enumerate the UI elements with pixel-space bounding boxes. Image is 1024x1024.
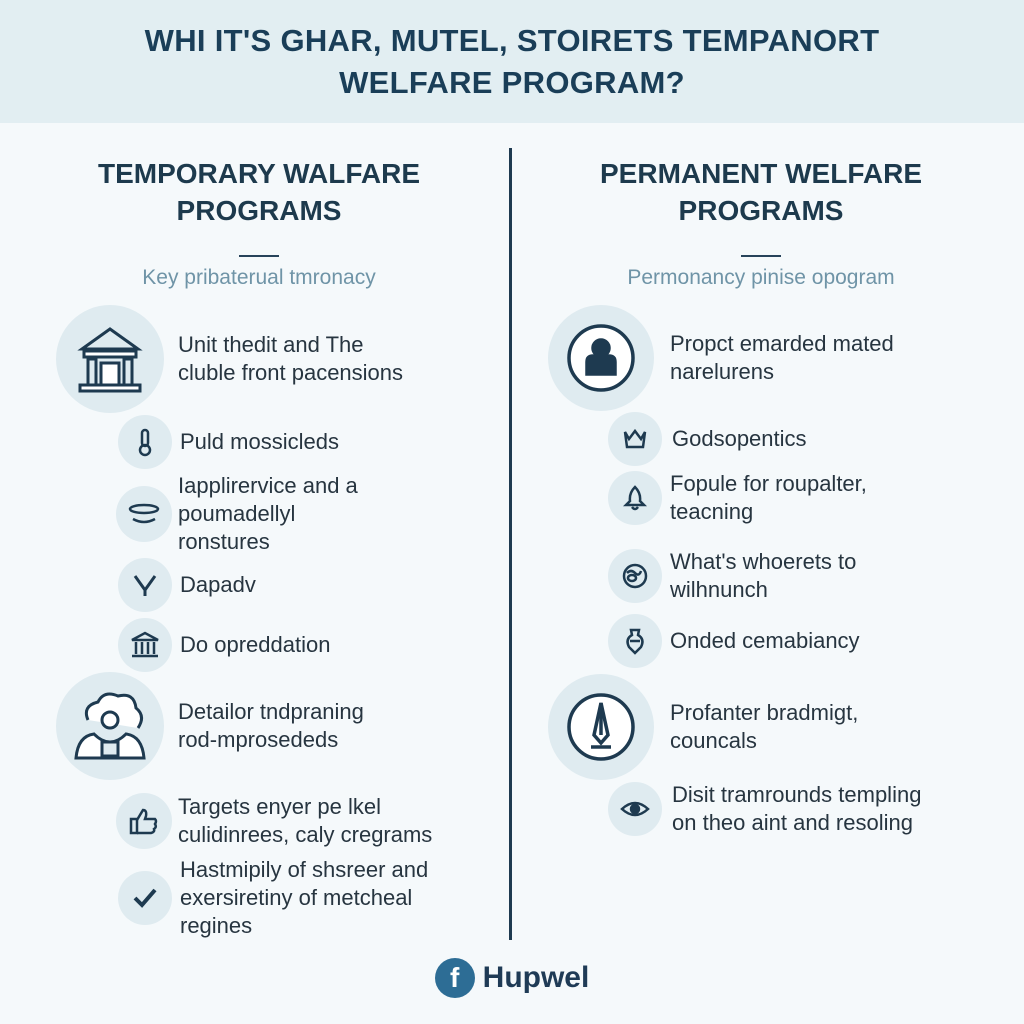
globe-icon (608, 549, 662, 603)
family-icon (56, 672, 164, 780)
permanent-item-6-line-1: Profanter bradmigt, (670, 700, 859, 725)
permanent-item-4 (608, 548, 856, 604)
title-rule (239, 255, 279, 257)
crown-icon (608, 412, 662, 466)
permanent-item-6 (548, 674, 858, 780)
page-title-line-2: WELFARE PROGRAM? (339, 64, 685, 100)
brand-name: Hupwel (482, 961, 590, 994)
permanent-item-3-line-1: Fopule for roupalter, (670, 471, 867, 496)
temporary-item-1-line-2: cluble front pacensions (178, 360, 404, 385)
temporary-item-6-line-2: rod-mprosededs (178, 727, 339, 752)
temporary-item-8 (118, 856, 428, 940)
permanent-item-2-line-1: Godsopentics (672, 426, 807, 451)
temporary-item-3-line-2: poumadellyl (178, 501, 296, 526)
permanent-column-subtitle: Permonancy pinise opogram (627, 266, 895, 289)
eye-icon (608, 782, 662, 836)
checkmark-icon (118, 871, 172, 925)
permanent-item-2 (608, 412, 807, 466)
thumbs-up-icon (116, 793, 172, 849)
temporary-programs-column (24, 150, 494, 290)
permanent-item-1 (548, 305, 894, 411)
permanent-item-1-line-2: narelurens (670, 359, 774, 384)
temporary-item-7 (116, 793, 432, 849)
permanent-item-7-line-2: on theo aint and resoling (672, 810, 913, 835)
column-divider (509, 148, 512, 940)
temporary-item-1 (56, 305, 403, 413)
permanent-title-line-1: PERMANENT WELFARE (600, 158, 922, 189)
page-header (0, 0, 1024, 123)
temporary-item-1-line-1: Unit thedit and The (178, 332, 364, 357)
temporary-item-8-line-2: exersiretiny of metcheal (180, 885, 413, 910)
temporary-item-5-line-1: Do opreddation (180, 632, 331, 657)
government-building-icon (56, 305, 164, 413)
permanent-title-line-2: PROGRAMS (678, 195, 844, 226)
temporary-item-7-line-2: culidinrees, caly cregrams (178, 822, 433, 847)
page-title-line-1: WHI IT'S GHAR, MUTEL, STOIRETS TEMPANORT (144, 22, 880, 58)
pen-nib-icon (548, 674, 654, 780)
temporary-item-8-line-3: regines (180, 913, 253, 938)
temporary-item-6-line-1: Detailor tndpraning (178, 699, 364, 724)
temporary-item-5 (118, 618, 330, 672)
title-rule (741, 255, 781, 257)
permanent-item-4-line-2: wilhnunch (670, 577, 768, 602)
permanent-item-1-line-1: Propct emarded mated (670, 331, 894, 356)
permanent-item-6-line-2: councals (670, 728, 757, 753)
footer-brand (0, 958, 1024, 998)
temporary-item-3-line-1: Iapplirervice and a (178, 473, 358, 498)
thermometer-icon (118, 415, 172, 469)
temporary-item-4-line-1: Dapadv (180, 572, 256, 597)
brand-logo-icon: f (435, 958, 475, 998)
permanent-programs-column (526, 150, 996, 290)
permanent-item-5 (608, 614, 860, 668)
temporary-item-4 (118, 558, 256, 612)
temporary-item-3-line-3: ronstures (178, 529, 270, 554)
person-badge-icon (548, 305, 654, 411)
chevron-v-icon (118, 558, 172, 612)
vase-icon (608, 614, 662, 668)
institution-icon (118, 618, 172, 672)
permanent-item-5-line-1: Onded cemabiancy (670, 628, 860, 653)
permanent-item-7-line-1: Disit tramrounds templing (672, 782, 922, 807)
temporary-item-6 (56, 672, 364, 780)
permanent-item-3-line-2: teacning (670, 499, 754, 524)
permanent-item-4-line-1: What's whoerets to (670, 549, 857, 574)
permanent-item-3 (608, 470, 867, 526)
temporary-item-2-line-1: Puld mossicleds (180, 429, 339, 454)
temporary-item-3 (116, 472, 358, 556)
temporary-title-line-1: TEMPORARY WALFARE (97, 158, 420, 189)
temporary-title-line-2: PROGRAMS (176, 195, 342, 226)
permanent-item-7 (608, 781, 921, 837)
temporary-column-subtitle: Key pribaterual tmronacy (142, 266, 376, 289)
temporary-item-2 (118, 415, 339, 469)
temporary-item-7-line-1: Targets enyer pe lkel (178, 794, 381, 819)
plate-icon (116, 486, 172, 542)
permanent-column-title (526, 155, 996, 229)
temporary-column-title (24, 155, 494, 229)
temporary-item-8-line-1: Hastmipily of shsreer and (180, 857, 429, 882)
bell-icon (608, 471, 662, 525)
